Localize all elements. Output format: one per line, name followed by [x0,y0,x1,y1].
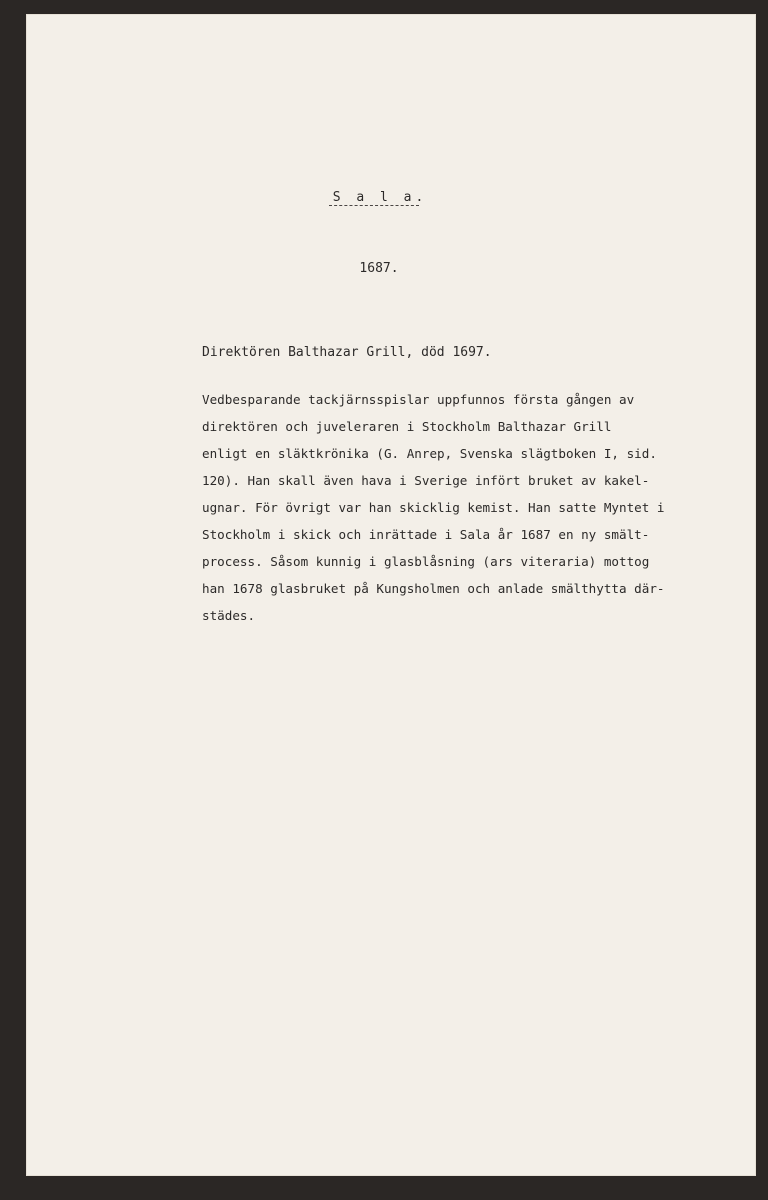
body-paragraph [202,386,742,629]
paragraph-line: enligt en släktkrönika (G. Anrep, Svenska slägtboken I, sid. [202,446,657,461]
paragraph-line: process. Såsom kunnig i glasblåsning (ars viteraria) mottog [202,554,650,569]
paragraph-line: Vedbesparande tackjärnsspislar uppfunnos första gången av [202,392,635,407]
paragraph-line: han 1678 glasbruket på Kungsholmen och anlade smälthytta där- [202,581,665,596]
paragraph-line: ugnar. För övrigt var han skicklig kemist. Han satte Myntet i [202,500,665,515]
title-underline [329,205,419,206]
paragraph-line: direktören och juveleraren i Stockholm Balthazar Grill [202,419,612,434]
paragraph-line: städes. [202,608,256,623]
page-title: S a l a. [332,190,428,205]
paragraph-line: Stockholm i skick och inrättade i Sala år 1687 en ny smält- [202,527,650,542]
section-heading: Direktören Balthazar Grill, död 1697. [202,345,492,360]
paper-sheet [26,14,756,1176]
year-label: 1687. [359,261,399,276]
paragraph-line: 120). Han skall även hava i Sverige infört bruket av kakel- [202,473,650,488]
